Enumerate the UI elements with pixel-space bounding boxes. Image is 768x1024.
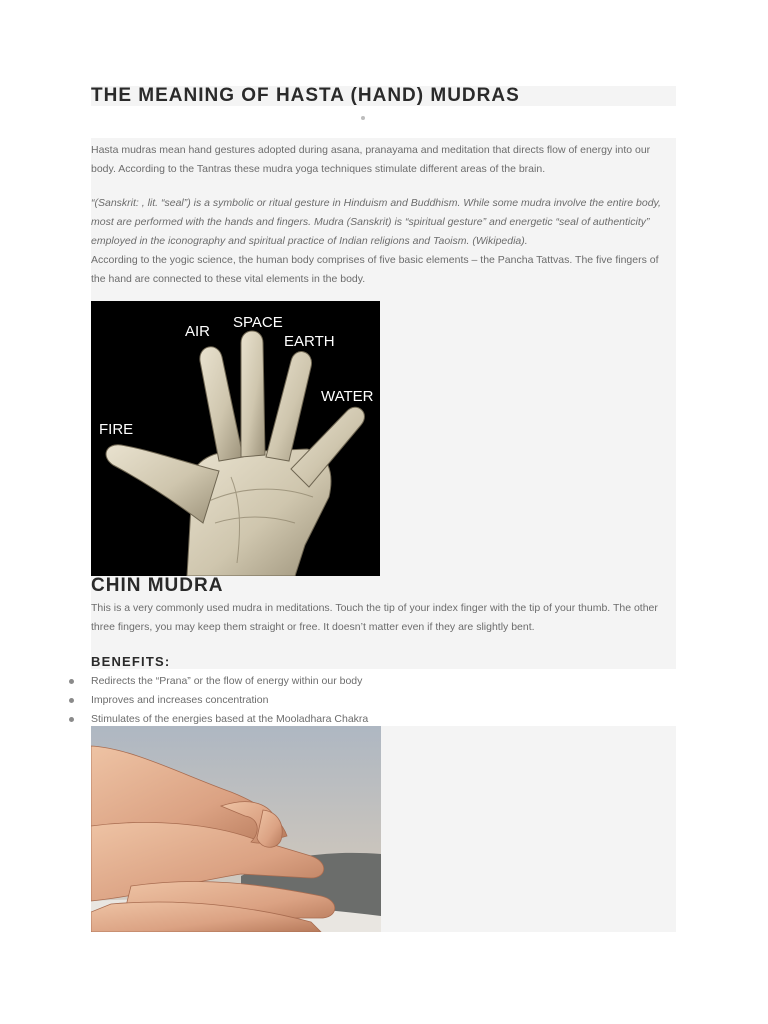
bullet-icon [69,717,74,722]
page-title: THE MEANING OF HASTA (HAND) MUDRAS [91,85,520,106]
list-item [0,691,368,710]
label-earth: EARTH [284,333,335,350]
hand-illustration [91,301,380,576]
benefits-list [0,672,368,729]
tattvas-paragraph: According to the yogic science, the human body comprises of five basic elements – the Pancha Tattvas. The five fingers of the hand are connected to these vital elements in the body. [91,254,659,285]
bullet-icon [69,679,74,684]
label-fire: FIRE [99,421,134,438]
quote-paragraph: “(Sanskrit: , lit. “seal”) is a symbolic or ritual gesture in Hinduism and Buddhism. While some mudra involve the entire body, most are performed with the hands and fingers. Mudra (Sanskrit) is “spiritual gesture” and energetic “seal of authenticity” employed in the iconography and spiritual practice of Indian religions and Taoism. (Wikipedia). [91,197,661,247]
label-water: WATER [321,388,374,405]
label-space: SPACE [233,314,283,331]
chin-mudra-heading: CHIN MUDRA [91,575,224,596]
list-item [0,672,368,691]
benefit-text: Stimulates of the energies based at the Mooladhara Chakra [91,713,369,725]
separator-dot [361,116,365,120]
label-air: AIR [185,323,211,340]
benefit-text: Improves and increases concentration [91,694,269,706]
mudra-hand-illustration [91,726,381,932]
benefits-heading: BENEFITS: [91,654,171,669]
bullet-icon [69,698,74,703]
benefit-text: Redirects the “Prana” or the flow of energy within our body [91,675,363,687]
hand-elements-image [91,301,380,576]
chin-mudra-description: This is a very commonly used mudra in meditations. Touch the tip of your index finger with the tip of your thumb. The other three fingers, you may keep them straight or free. It doesn’t matter even if they are slightly bent. [91,602,658,633]
image-side-background [381,726,676,932]
intro-paragraph: Hasta mudras mean hand gestures adopted during asana, pranayama and meditation that directs flow of energy into our body. According to the Tantras these mudra yoga techniques stimulate different areas of the brain. [91,144,651,175]
chin-mudra-photo [91,726,381,932]
